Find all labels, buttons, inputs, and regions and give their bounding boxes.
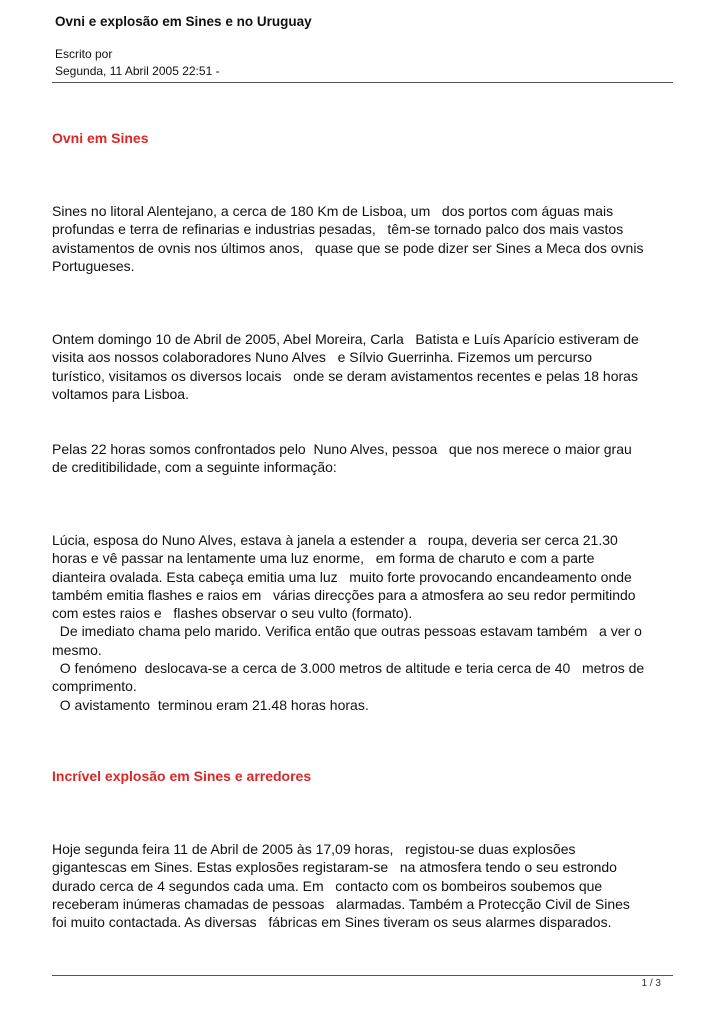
byline: Escrito por <box>55 47 113 61</box>
text-line: Pelas 22 horas somos confrontados pelo Nuno Alves, pessoa que nos merece o maior grau <box>52 441 632 457</box>
paragraph <box>52 202 676 275</box>
text-line: Sines no litoral Alentejano, a cerca de 180 Km de Lisboa, um dos portos com águas mais <box>52 203 614 219</box>
footer-divider <box>52 975 673 976</box>
paragraph <box>52 440 676 477</box>
text-line: Ontem domingo 10 de Abril de 2005, Abel Moreira, Carla Batista e Luís Aparício estiveram de <box>52 331 639 347</box>
paragraph <box>52 330 676 403</box>
text-line: gigantescas em Sines. Estas explosões registaram-se na atmosfera tendo o seu estrondo <box>52 859 617 876</box>
text-line: avistamentos de ovnis nos últimos anos, quase que se pode dizer ser Sines a Meca dos ovnis <box>52 239 644 256</box>
text-line: também emitia flashes e raios em várias direcções para a atmosfera ao seu redor permitindo <box>52 586 636 603</box>
text-line: O fenómeno deslocava-se a cerca de 3.000 metros de altitude e teria cerca de 40 metros de <box>52 660 645 677</box>
header-divider <box>52 82 673 83</box>
paragraph <box>52 531 676 714</box>
text-line: comprimento. <box>52 678 137 695</box>
article-title: Ovni e explosão em Sines e no Uruguay <box>55 14 312 29</box>
text-line: visita aos nossos colaboradores Nuno Alves e Sílvio Guerrinha. Fizemos um percurso <box>52 349 593 366</box>
text-line: Portugueses. <box>52 257 135 274</box>
paragraph <box>52 840 676 931</box>
article-meta <box>55 46 220 80</box>
text-line: com estes raios e flashes observar o seu vulto (formato). <box>52 605 413 622</box>
text-line: Lúcia, esposa do Nuno Alves, estava à janela a estender a roupa, deveria ser cerca 21.30 <box>52 532 618 548</box>
text-line: de creditibilidade, com a seguinte informação: <box>52 459 337 476</box>
text-line: Hoje segunda feira 11 de Abril de 2005 às 17,09 horas, registou-se duas explosões <box>52 841 576 857</box>
text-line: mesmo. <box>52 641 102 658</box>
text-line: voltamos para Lisboa. <box>52 385 189 402</box>
page-number: 1 / 3 <box>641 978 661 989</box>
text-line: De imediato chama pelo marido. Verifica então que outras pessoas estavam também a ver o <box>52 623 642 640</box>
text-line: horas e vê passar na lentamente uma luz enorme, em forma de charuto e com a parte <box>52 550 595 567</box>
section-title-ovni: Ovni em Sines <box>52 130 149 146</box>
publish-date: Segunda, 11 Abril 2005 22:51 - <box>55 64 220 78</box>
text-line: O avistamento terminou eram 21.48 horas horas. <box>52 696 369 713</box>
text-line: receberam inúmeras chamadas de pessoas alarmadas. Também a Protecção Civil de Sines <box>52 895 630 912</box>
text-line: durado cerca de 4 segundos cada uma. Em contacto com os bombeiros soubemos que <box>52 877 603 894</box>
text-line: turístico, visitamos os diversos locais onde se deram avistamentos recentes e pelas 18 horas <box>52 367 638 384</box>
section-title-explosao: Incrível explosão em Sines e arredores <box>52 768 312 784</box>
text-line: dianteira ovalada. Esta cabeça emitia uma luz muito forte provocando encandeamento onde <box>52 568 632 585</box>
text-line: foi muito contactada. As diversas fábricas em Sines tiveram os seus alarmes disparados. <box>52 914 612 931</box>
text-line: profundas e terra de refinarias e industrias pesadas, têm-se tornado palco dos mais vastos <box>52 221 624 238</box>
